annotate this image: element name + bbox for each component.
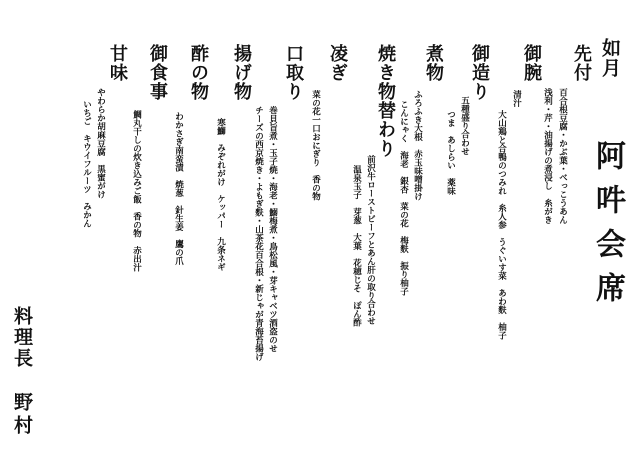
month-heading: 如月 (599, 38, 621, 78)
course-item: こんにゃく 海老 銀杏 菜の花 梅麩 振り柚子 (398, 100, 409, 296)
course-name: 先付 (571, 44, 592, 82)
course-item: 浅利・芹・油揚げの煮浸し 糸がき (542, 88, 553, 224)
chef-name: 野村 (11, 392, 33, 438)
course-name: 御腕 (521, 44, 542, 82)
course-item: 清汁 (511, 90, 522, 107)
course-item: 巻貝旨煮・玉子焼・海老・鰯梅煮・鳥松風・芽キャベツ酒盗のせ (267, 106, 278, 353)
course-item: つま あしらい 薬味 (445, 110, 456, 195)
course-item: 寒鰤 みぞれがけ ケッパー 九条ネギ (215, 118, 226, 271)
chef-title: 料理長 (11, 306, 33, 369)
course-name: 口取り (283, 44, 304, 101)
course-item: 菜の花一口おにぎり 香の物 (310, 90, 321, 201)
course-name: 焼き物替わり (375, 44, 396, 158)
course-name: 御食事 (147, 44, 168, 101)
course-item: ふろふき大根 赤玉味噌掛け (412, 90, 423, 201)
course-item: チーズの西京焼き・よもぎ麩・山茶花百合根・新じゃが青海苔揚げ (253, 106, 264, 361)
course-name: 酢の物 (188, 44, 209, 101)
course-item: 五種盛り合わせ (459, 96, 470, 156)
course-name: 御造り (469, 44, 490, 101)
course-item: やわらか胡麻豆腐 黒蜜がけ (95, 88, 106, 199)
course-name: 揚げ物 (231, 44, 252, 101)
course-item: 百合根豆腐・かぶ葉・べっこうあん (557, 88, 568, 224)
course-name: 甘味 (107, 44, 128, 82)
course-item: 温泉玉子 芽葱 大葉 花穂じそ ぽん酢 (351, 165, 362, 327)
course-item: 鯛丸干しの炊き込みご飯 香の物 赤出汁 (131, 110, 142, 272)
menu-title: 阿吽会席 (590, 140, 625, 316)
course-item: 前沢牛ローストビーフとあん肝の取り合わせ (365, 155, 376, 325)
course-item: 大山鶏と合鴨のつみれ 糸人参 うぐいす菜 あわ麩 柚子 (496, 110, 507, 340)
course-name: 凌ぎ (327, 44, 348, 82)
course-item: わかさぎ南蛮漬 焼葱 針生姜 鷹の爪 (173, 112, 184, 265)
course-name: 煮物 (423, 44, 444, 82)
course-item: いちご キウイフルーツ みかん (81, 100, 92, 228)
